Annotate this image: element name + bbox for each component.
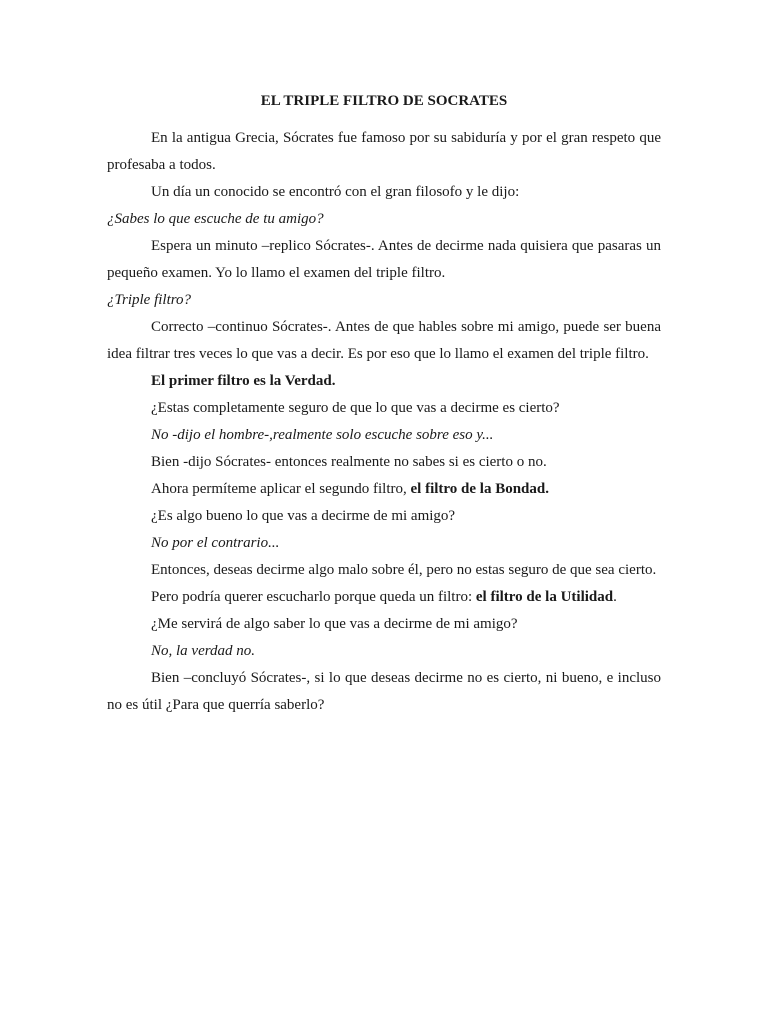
- paragraph-correct: Correcto –continuo Sócrates-. Antes de que hables sobre mi amigo, puede ser buena idea filtrar tres veces lo que vas a decir. Es por eso que lo llamo el examen del triple filtro.: [107, 319, 661, 362]
- paragraph-encounter: Un día un conocido se encontró con el gran filosofo y le dijo:: [151, 184, 520, 200]
- paragraph-triple-filter-question: ¿Triple filtro?: [107, 292, 192, 308]
- paragraph-goodness-answer: No por el contrario...: [151, 535, 280, 551]
- paragraph-wait: Espera un minuto –replico Sócrates-. Antes de decirme nada quisiera que pasaras un pequeño examen. Yo lo llamo el examen del triple filtro.: [107, 238, 661, 281]
- paragraph-conclusion: Bien –concluyó Sócrates-, si lo que deseas decirme no es cierto, ni bueno, e incluso no es útil ¿Para que querría saberlo?: [107, 670, 661, 713]
- document-body: [107, 125, 661, 719]
- third-filter-name: el filtro de la Utilidad: [475, 589, 614, 605]
- paragraph-goodness-reply: Entonces, deseas decirme algo malo sobre él, pero no estas seguro de que sea cierto.: [151, 562, 657, 578]
- second-filter-name: el filtro de la Bondad.: [410, 481, 549, 497]
- third-filter-period: .: [613, 589, 617, 605]
- paragraph-intro: En la antigua Grecia, Sócrates fue famoso por su sabiduría y por el gran respeto que profesaba a todos.: [107, 130, 661, 173]
- second-filter-text: Ahora permíteme aplicar el segundo filtro,: [151, 481, 411, 497]
- paragraph-truth-question: ¿Estas completamente seguro de que lo que vas a decirme es cierto?: [151, 400, 560, 416]
- paragraph-utility-answer: No, la verdad no.: [151, 643, 256, 659]
- paragraph-second-filter: [107, 476, 661, 503]
- paragraph-truth-answer: No -dijo el hombre-,realmente solo escuche sobre eso y...: [151, 427, 494, 443]
- paragraph-third-filter: [107, 584, 661, 611]
- third-filter-text: Pero podría querer escucharlo porque queda un filtro:: [151, 589, 476, 605]
- paragraph-first-filter: El primer filtro es la Verdad.: [151, 373, 336, 389]
- paragraph-question: ¿Sabes lo que escuche de tu amigo?: [107, 211, 324, 227]
- document-title: EL TRIPLE FILTRO DE SOCRATES: [260, 93, 508, 109]
- paragraph-goodness-question: ¿Es algo bueno lo que vas a decirme de mi amigo?: [151, 508, 456, 524]
- paragraph-utility-question: ¿Me servirá de algo saber lo que vas a decirme de mi amigo?: [151, 616, 518, 632]
- paragraph-truth-reply: Bien -dijo Sócrates- entonces realmente no sabes si es cierto o no.: [151, 454, 547, 470]
